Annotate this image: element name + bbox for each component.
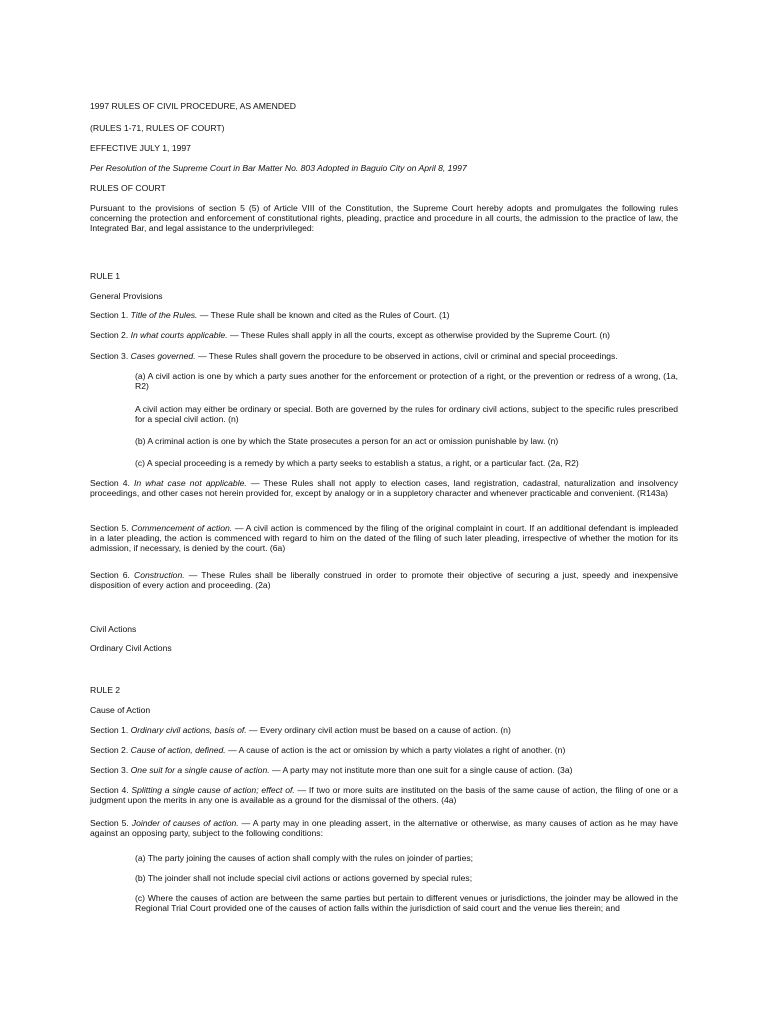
rule-1-section-5 [90,523,678,554]
section-title: Splitting a single cause of action; effect of. [131,785,295,795]
section-title: In what case not applicable. [133,478,247,488]
resolution-note: Per Resolution of the Supreme Court in Bar Matter No. 803 Adopted in Baguio City on April 8, 1997 [90,163,467,173]
section-title: Construction. [133,570,185,580]
section-text: — If two or more suits are instituted on the basis of the same cause of action, the filing of one or a judgment upon the merits in any one is available as a ground for the dismissal of the others. (4a) [90,785,679,806]
section-text: — A party may in one pleading assert, in the alternative or otherwise, as many causes of action as he may have against an opposing party, subject to the following conditions: [90,818,678,839]
section-title: Cases governed. [130,351,196,361]
rule-2-subtitle: Cause of Action [90,705,151,715]
rule-1-section-3-item-c: (c) A special proceeding is a remedy by which a party seeks to establish a status, a right, or a particular fact. (2a, R2) [135,458,579,468]
section-text: — These Rules shall be liberally construed in order to promote their objective of securing a just, speedy and inexpensive disposition of every action and proceeding. (2a) [90,570,679,591]
section-text: — A civil action is commenced by the filing of the original complaint in court. If an additional defendant is impleaded in a later pleading, the action is commenced with regard to him on the dated of the filing of such later pleading, irrespective of whether the motion for its admission, if necessary, is denied by the court. (6a) [90,523,679,554]
rule-1-section-1 [90,310,678,320]
section-title: One suit for a single cause of action. [130,765,270,775]
rule-2-section-2 [90,745,678,755]
section-number: Section 1. [90,310,129,320]
section-number: Section 3. [90,765,129,775]
section-number: Section 2. [90,745,129,755]
effective-date: EFFECTIVE JULY 1, 1997 [90,143,191,153]
section-text: — A cause of action is the act or omission by which a party violates a right of another. (n) [225,745,566,755]
ordinary-civil-actions-heading: Ordinary Civil Actions [90,643,172,653]
section-number: Section 2. [90,330,129,340]
section-number: Section 5. [90,818,129,828]
rule-1-heading: RULE 1 [90,271,121,281]
rules-of-court-heading: RULES OF COURT [90,183,166,193]
rule-1-subtitle: General Provisions [90,291,163,301]
rule-2-heading: RULE 2 [90,685,121,695]
rule-2-section-5-item-b: (b) The joinder shall not include special civil actions or actions governed by special rules; [135,873,473,883]
section-text: — Every ordinary civil action must be based on a cause of action. (n) [246,725,511,735]
section-number: Section 6. [90,570,130,580]
rule-2-section-5 [90,818,678,838]
rule-1-section-6 [90,570,678,590]
section-number: Section 5. [90,523,129,533]
rule-2-section-5-item-a: (a) The party joining the causes of action shall comply with the rules on joinder of parties; [135,853,474,863]
rule-1-section-3-item-b: (b) A criminal action is one by which the State prosecutes a person for an act or omission punishable by law. (n) [135,436,559,446]
rule-1-section-4 [90,478,678,498]
section-text: — These Rules shall not apply to election cases, land registration, cadastral, naturalization and insolvency proceedings, and other cases not herein provided for, except by analogy or in a suppletory character and whenever practicable and convenient. (R143a) [90,478,678,499]
rule-2-section-5-item-c: (c) Where the causes of action are between the same parties but pertain to different venues or jurisdictions, the joinder may be allowed in the Regional Trial Court provided one of the causes of action falls within the jurisdiction of said court and the venue lies therein; and [135,893,678,914]
section-title: Joinder of causes of action. [131,818,239,828]
section-title: Title of the Rules. [130,310,198,320]
rule-1-section-3 [90,351,678,361]
section-text: — A party may not institute more than one suit for a single cause of action. (3a) [269,765,573,775]
section-number: Section 3. [90,351,129,361]
document-title: 1997 RULES OF CIVIL PROCEDURE, AS AMENDED [90,101,296,111]
section-title: Ordinary civil actions, basis of. [130,725,247,735]
rule-2-section-3 [90,765,678,775]
rule-1-section-3-item-a: (a) A civil action is one by which a party sues another for the enforcement or protection of a right, or the prevention or redress of a wrong, (1a, R2) [135,371,678,392]
rule-1-section-3-item-a-continued: A civil action may either be ordinary or special. Both are governed by the rules for ordinary civil actions, subject to the specific rules prescribed for a special civil action. (n) [135,404,678,425]
section-title: Cause of action, defined. [130,745,226,755]
section-number: Section 1. [90,725,129,735]
section-number: Section 4. [90,785,129,795]
preamble-paragraph: Pursuant to the provisions of section 5 (5) of Article VIII of the Constitution, the Supreme Court hereby adopts and promulgates the following rules concerning the protection and enforcement of constitutional rights, pleading, practice and procedure in all courts, the admission to the practice of law, the Integrated Bar, and legal assistance to the underprivileged: [90,203,678,234]
document-subtitle: (RULES 1-71, RULES OF COURT) [90,123,225,133]
section-title: Commencement of action. [131,523,233,533]
rule-2-section-1 [90,725,678,735]
section-text: — These Rules shall govern the procedure to be observed in actions, civil or criminal and special proceedings. [195,351,618,361]
rule-1-section-2 [90,330,678,340]
section-text: — These Rule shall be known and cited as the Rules of Court. (1) [197,310,450,320]
rule-2-section-4 [90,785,678,805]
civil-actions-heading: Civil Actions [90,624,137,634]
section-number: Section 4. [90,478,130,488]
section-text: — These Rules shall apply in all the courts, except as otherwise provided by the Supreme Court. (n) [227,330,611,340]
section-title: In what courts applicable. [130,330,228,340]
